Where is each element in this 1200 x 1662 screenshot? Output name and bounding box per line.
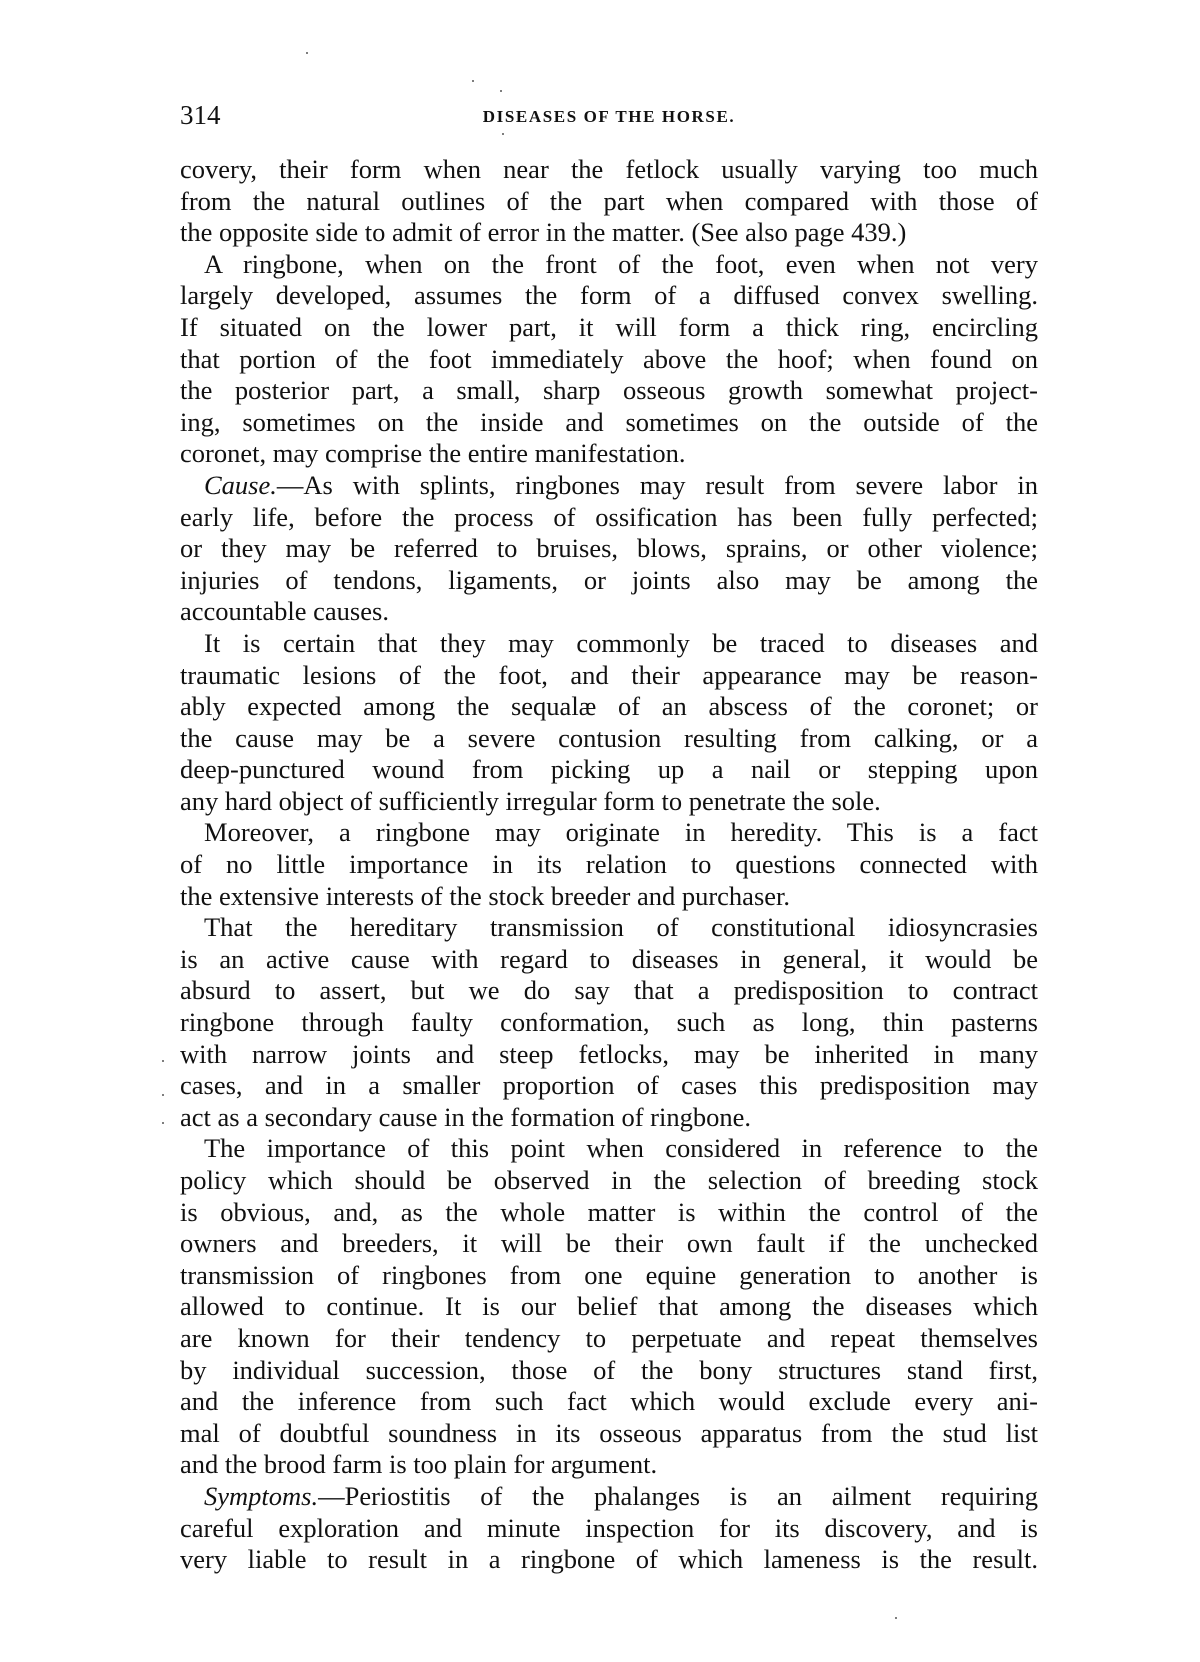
text-line: covery, their form when near the fetlock usually varying too much [180,154,1038,184]
running-head [180,100,1038,130]
scan-speck [306,52,308,54]
paragraph-symptoms [180,1481,1038,1576]
body-text [180,154,1038,1576]
text-line: the cause may be a severe contusion resulting from calking, or a [180,722,1038,753]
paragraph-ringbone-form [180,249,1038,470]
text-line: Moreover, a ringbone may originate in heredity. This is a fact [204,817,1038,848]
paragraph-cause [180,470,1038,628]
text-line: mal of doubtful soundness in its osseous apparatus from the stud list [180,1417,1038,1448]
text-line: by individual succession, those of the bony structures stand first, [180,1354,1038,1385]
text-line: ably expected among the sequalæ of an abscess of the coronet; or [180,691,1038,722]
scan-speck [895,1617,897,1619]
text-line: the posterior part, a small, sharp osseous growth somewhat project- [180,375,1038,406]
text-line: It is certain that they may commonly be traced to diseases and [204,627,1038,658]
text-line: absurd to assert, but we do say that a predisposition to contract [180,975,1038,1006]
text-line [180,470,1038,502]
text-run: —Periostitis of the phalanges is an ailment requiring [318,1480,1038,1511]
scan-speck [162,1060,164,1062]
text-line: act as a secondary cause in the formation of ringbone. [180,1101,752,1132]
text-line: The importance of this point when considered in reference to the [204,1133,1038,1164]
scan-speck [500,90,502,92]
text-line: owners and breeders, it will be their own fault if the unchecked [180,1228,1038,1259]
scan-speck [502,133,504,135]
text-line: ing, sometimes on the inside and sometimes on the outside of the [180,406,1038,437]
text-line: allowed to continue. It is our belief that among the diseases which [180,1291,1038,1322]
text-line: with narrow joints and steep fetlocks, may be inherited in many [180,1038,1038,1069]
text-line: and the brood farm is too plain for argument. [180,1449,658,1480]
text-line: is an active cause with regard to diseases in general, it would be [180,943,1038,974]
text-line: deep-punctured wound from picking up a nail or stepping upon [180,754,1038,785]
paragraph-breeding-policy [180,1133,1038,1481]
text-line: traumatic lesions of the foot, and their appearance may be reason- [180,659,1038,690]
text-line: transmission of ringbones from one equine generation to another is [180,1259,1038,1290]
text-line: of no little importance in its relation to questions connected with [180,849,1038,880]
text-line: injuries of tendons, ligaments, or joints also may be among the [180,564,1038,595]
paragraph-predisposition [180,912,1038,1133]
text-line: That the hereditary transmission of constitutional idiosyncrasies [204,912,1038,943]
text-line: or they may be referred to bruises, blows, sprains, or other violence; [180,533,1038,564]
page-number: 314 [180,100,221,130]
text-line: ringbone through faulty conformation, such as long, thin pasterns [180,1007,1038,1038]
scan-speck [472,80,474,82]
text-line: the extensive interests of the stock breeder and purchaser. [180,880,791,911]
paragraph-continuation [180,154,1038,249]
scan-speck [162,1122,164,1124]
paragraph-traumatic-causes [180,628,1038,818]
text-line: A ringbone, when on the front of the foot, even when not very [204,248,1038,279]
text-line: largely developed, assumes the form of a diffused convex swelling. [180,280,1038,311]
text-line: that portion of the foot immediately above the hoof; when found on [180,343,1038,374]
text-line: very liable to result in a ringbone of which lameness is the result. [180,1544,1038,1575]
text-line: accountable causes. [180,596,389,627]
text-line: policy which should be observed in the selection of breeding stock [180,1165,1038,1195]
text-line: cases, and in a smaller proportion of cases this predisposition may [180,1070,1038,1101]
text-line: any hard object of sufficiently irregular form to penetrate the sole. [180,785,881,816]
text-line: and the inference from such fact which would exclude every ani- [180,1386,1038,1417]
section-sidehead-symptoms: Symptoms. [204,1480,319,1511]
text-run: —As with splints, ringbones may result from severe labor in [276,469,1038,500]
text-line [180,1481,1038,1513]
text-line: coronet, may comprise the entire manifestation. [180,438,686,469]
text-line: are known for their tendency to perpetuate and repeat themselves [180,1322,1038,1353]
paragraph-heredity [180,817,1038,912]
text-line: early life, before the process of ossification has been fully perfected; [180,501,1038,532]
text-line: from the natural outlines of the part when compared with those of [180,185,1038,216]
running-title: DISEASES OF THE HORSE. [482,107,736,126]
text-line: is obvious, and, as the whole matter is within the control of the [180,1196,1038,1227]
section-sidehead-cause: Cause. [204,469,277,500]
text-line: If situated on the lower part, it will form a thick ring, encircling [180,311,1038,342]
text-line: the opposite side to admit of error in the matter. (See also page 439.) [180,217,907,248]
scan-speck [162,1094,164,1096]
text-line: careful exploration and minute inspection for its discovery, and is [180,1512,1038,1543]
